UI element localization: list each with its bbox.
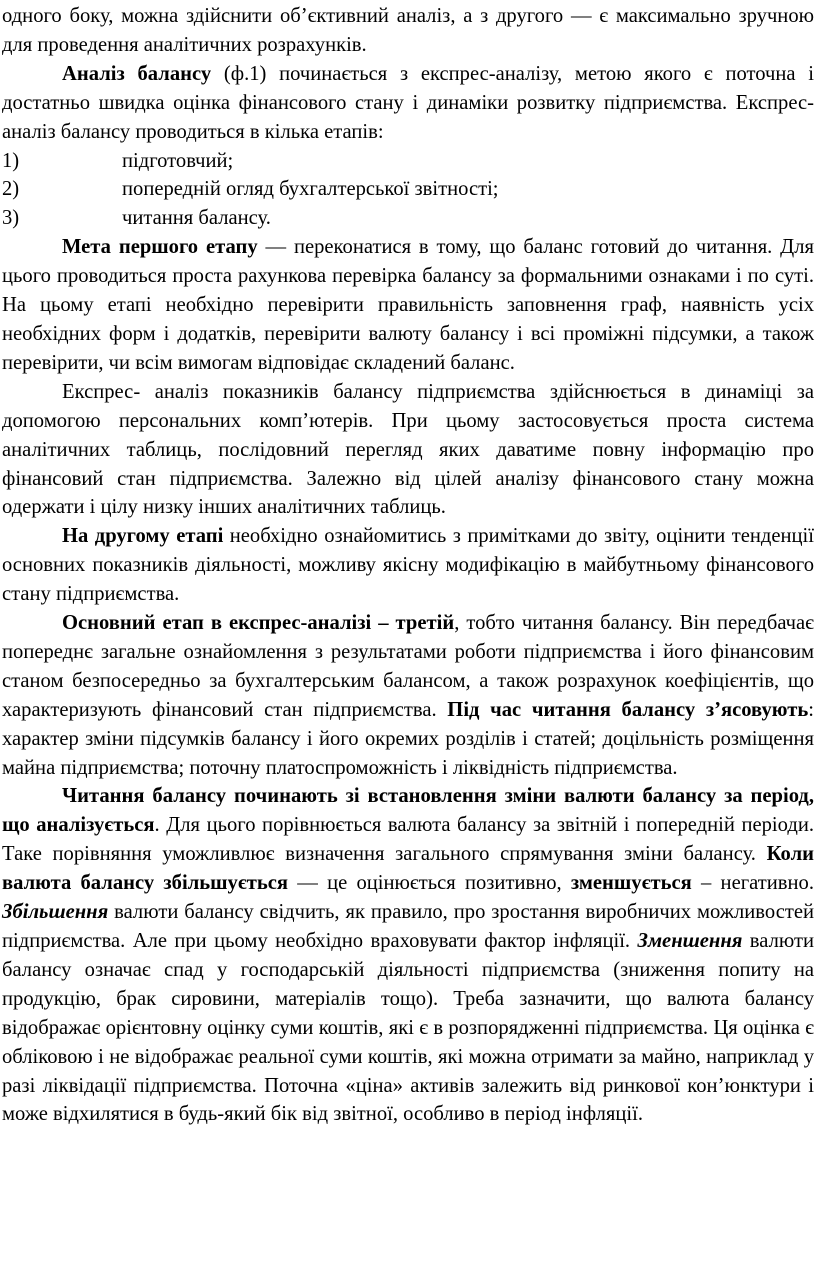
term-increase: Збільшення (2, 901, 109, 924)
paragraph-first-stage-text: — переконатися в тому, що баланс готовий до читання. Для цього проводиться проста рахункова перевірка балансу за формальними ознаками і по суті. На цьому етапі необхідно перевірити правильність заповнення граф, наявність усіх необхідних форм і додатків, перевірити валюту балансу і всі проміжні підсумки, а також перевірити, чи всім вимогам відповідає складений баланс. (2, 236, 814, 374)
term-decrease: Зменшення (637, 930, 743, 952)
paragraph-reading-balance (2, 782, 814, 1129)
paragraph-reading-text-1: . Для цього порівнюється валюта балансу за звітній і попередній періоди. Таке порівняння уможливлює визначення загального спрямування зміни балансу. (2, 814, 814, 866)
paragraph-reading-text-2: — це оцінюється позитивно, (288, 872, 571, 895)
paragraph-third-stage-text-2: : характер зміни підсумків балансу і його окремих розділів і статей; доцільність розміщення майна підприємства; поточну платоспроможність і ліквідність підприємства. (2, 698, 814, 779)
term-balance-analysis: Аналіз балансу (62, 62, 212, 85)
paragraph-balance-analysis (2, 60, 814, 147)
paragraph-intro-text: одного боку, можна здійснити об’єктивний аналіз, а з другого — є максимально зручною для проведення аналітичних розрахунків. (2, 5, 814, 56)
list-item-text: попередній огляд бухгалтерської звітності; (122, 178, 499, 201)
paragraph-third-stage-text-1: , тобто читання балансу. Він передбачає попереднє загальне ознайомлення з результатами роботи підприємства і його фінансовим станом безпосередньо за бухгалтерським балансом, а також розрахунок коефіцієнтів, що характеризують фінансовий стан підприємства. (2, 612, 814, 721)
paragraph-third-stage (2, 609, 814, 782)
list-item-number: 2) (2, 178, 20, 201)
paragraph-reading-text-5: валюти балансу означає спад у господарській діяльності підприємства (зниження попиту на продукцію, брак сировини, матеріалів тощо). Треба зазначити, що валюта балансу відображає орієнтовну оцінку суми коштів, які є в розпорядженні підприємства. Ця оцінка є обліковою і не відображає реальної суми коштів, які можна отримати за майно, наприклад у разі ліквідації підприємства. Поточна «ціна» активів залежить від ринкової кон’юнктури і може відхилятися в будь-який бік від звітної, особливо в період інфляції. (2, 930, 814, 1126)
term-currency-change: Читання балансу починають зі встановлення зміни валюти балансу за період, що аналізується (2, 785, 814, 837)
list-item (2, 175, 814, 204)
list-item-number: 3) (2, 207, 20, 230)
paragraph-express-analysis (2, 378, 814, 523)
paragraph-first-stage (2, 233, 814, 378)
paragraph-balance-analysis-text: (ф.1) починається з експрес-аналізу, метою якого є поточна і достатньо швидка оцінка фінансового стану і динаміки розвитку підприємства. Експрес-аналіз балансу проводиться в кілька етапів: (2, 62, 814, 143)
paragraph-second-stage (2, 522, 814, 609)
term-third-stage: Основний етап в експрес-аналізі – третій (62, 612, 455, 635)
paragraph-express-analysis-text: Експрес- аналіз показників балансу підприємства здійснюється в динаміці за допомогою персональних комп’ютерів. При цьому застосовується проста система аналітичних таблиць, послідовний перегляд яких даватиме повну інформацію про фінансовий стан підприємства. Залежно від цілей аналізу фінансового стану можна одержати і цілу низку інших аналітичних таблиць. (2, 380, 814, 519)
term-decreases: зменшується (570, 872, 692, 895)
paragraph-reading-text-3: – негативно. (691, 872, 814, 895)
paragraph-reading-text-4: валюти балансу свідчить, як правило, про зростання виробничих можливостей підприємства. Але при цьому необхідно враховувати фактор інфляції. (2, 901, 814, 952)
list-item-text: читання балансу. (122, 207, 271, 230)
term-second-stage: На другому етапі (62, 525, 224, 548)
paragraph-intro (2, 2, 814, 60)
term-currency-increase: Коли валюта балансу збільшується (2, 843, 814, 895)
term-reading-balance: Під час читання балансу з’ясовують (447, 698, 809, 721)
list-item (2, 204, 814, 233)
paragraph-second-stage-text: необхідно ознайомитись з примітками до звіту, оцінити тенденції основних показників діяльності, можливу якісну модифікацію в майбутньому фінансового стану підприємства. (2, 525, 814, 606)
term-first-stage: Мета першого етапу (62, 236, 258, 259)
list-item-number: 1) (2, 149, 20, 172)
list-item-text: підготовчий; (122, 149, 234, 172)
list-item (2, 147, 814, 176)
